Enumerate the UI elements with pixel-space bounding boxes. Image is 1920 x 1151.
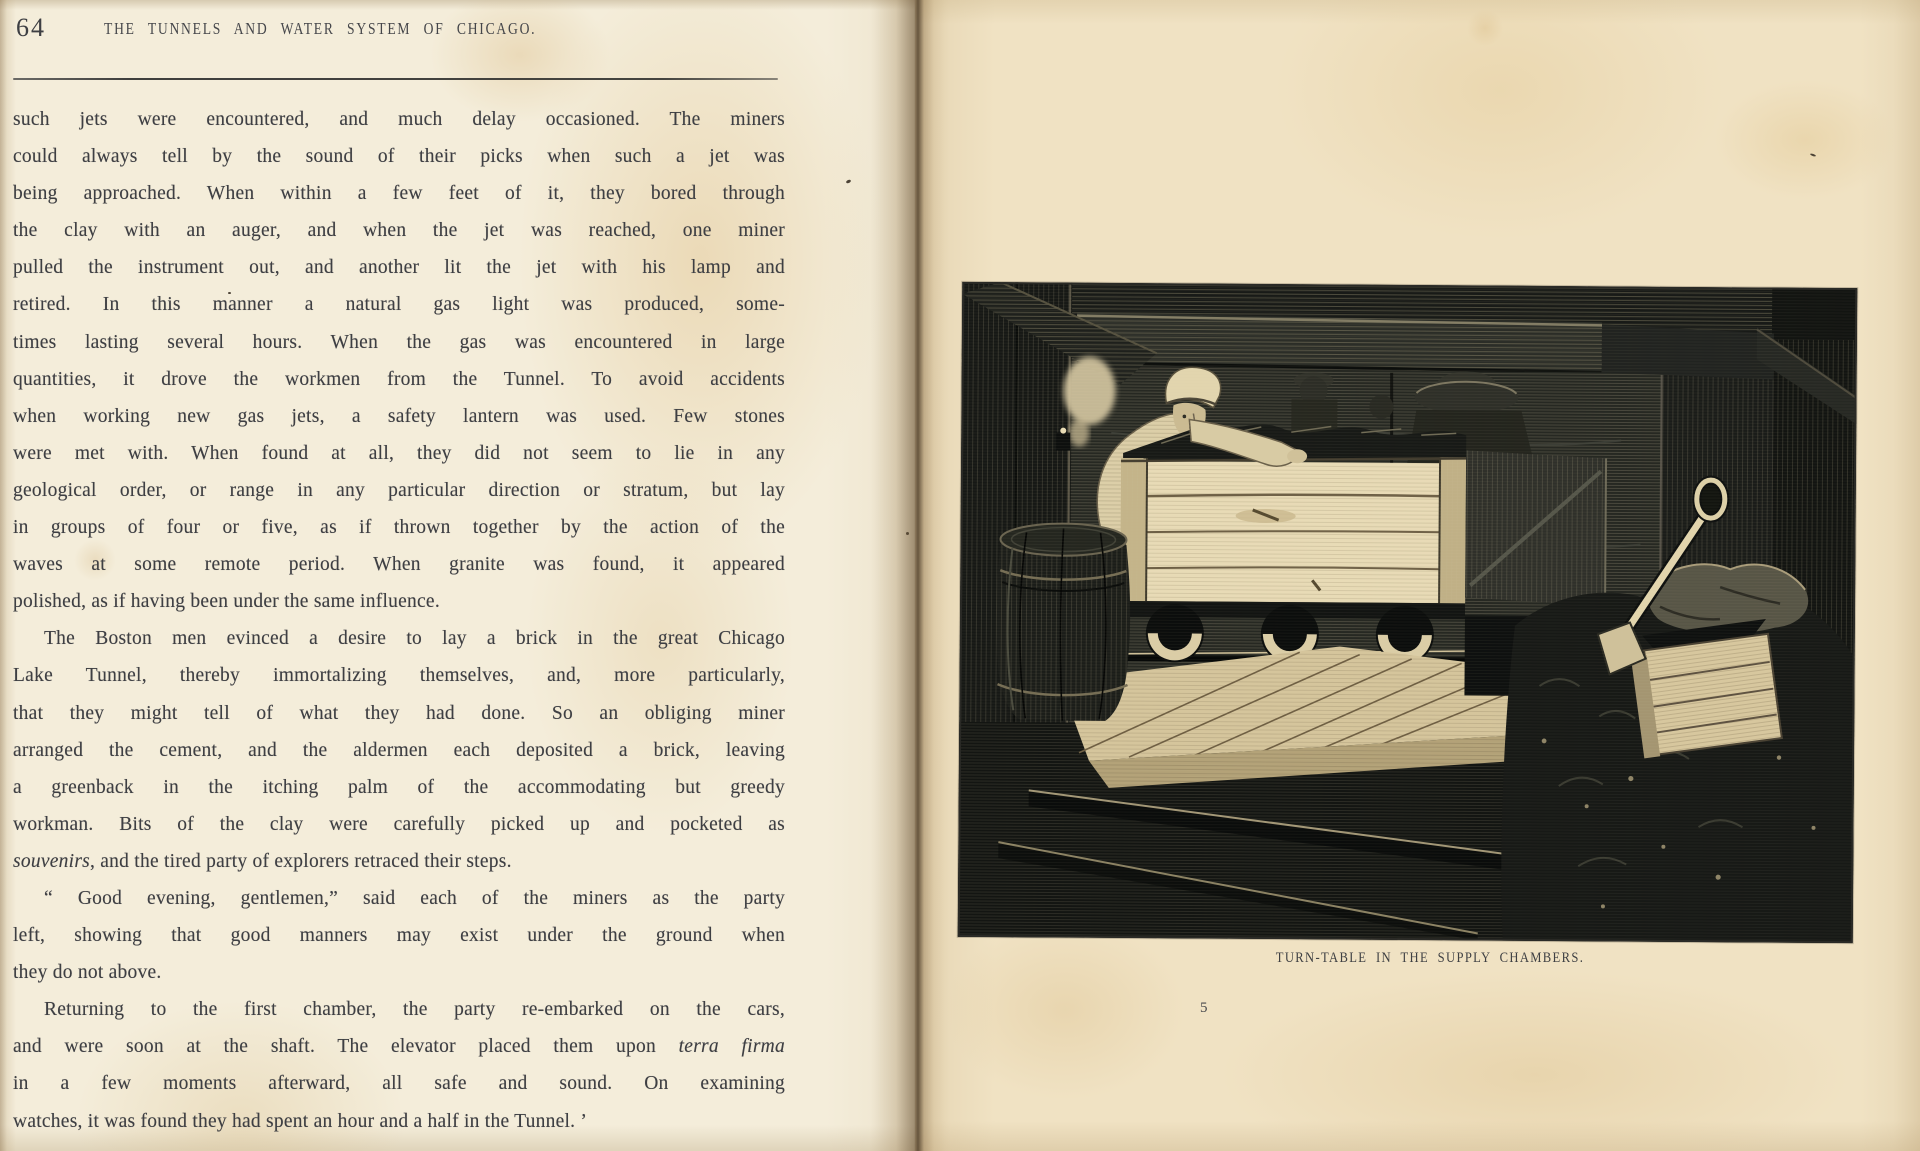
text-line: quantities, it drove the workmen from the Tunnel. To avoid accidents <box>13 368 785 390</box>
text-line: Lake Tunnel, thereby immortalizing themselves, and, more particularly, <box>13 665 785 687</box>
body-text <box>13 101 785 1140</box>
engraving-turn-table <box>958 282 1858 943</box>
text-line: polished, as if having been under the same influence. <box>13 591 440 613</box>
right-page <box>915 0 1920 1151</box>
text-line: waves at some remote period. When granite was found, it appeared <box>13 554 785 576</box>
paper-speck <box>846 179 852 184</box>
text-line: Returning to the first chamber, the party re-embarked on the cars, <box>44 999 785 1021</box>
text-line: watches, it was found they had spent an hour and a half in the Tunnel. ’ <box>13 1110 588 1132</box>
text-line: such jets were encountered, and much delay occasioned. The miners <box>13 109 785 130</box>
text-line: The Boston men evinced a desire to lay a brick in the great Chicago <box>44 628 785 650</box>
paper-speck <box>228 292 231 294</box>
text-line: arranged the cement, and the aldermen each deposited a brick, leaving <box>13 739 785 761</box>
paper-speck <box>1810 153 1816 157</box>
text-line: geological order, or range in any particular direction or stratum, but lay <box>13 479 785 501</box>
left-page <box>0 0 915 1151</box>
text-line: and were soon at the shaft. The elevator placed them upon terra firma <box>13 1036 786 1058</box>
running-title: THE TUNNELS AND WATER SYSTEM OF CHICAGO. <box>104 19 537 38</box>
paper-speck <box>906 532 909 535</box>
text-line: the clay with an auger, and when the jet was reached, one miner <box>13 220 785 242</box>
text-line: retired. In this manner a natural gas light was produced, some- <box>13 294 785 316</box>
illustration-caption: TURN-TABLE IN THE SUPPLY CHAMBERS. <box>1275 950 1585 966</box>
text-line: could always tell by the sound of their picks when such a jet was <box>13 146 785 168</box>
signature-mark: 5 <box>1200 1000 1208 1016</box>
text-line: pulled the instrument out, and another lit the jet with his lamp and <box>13 257 785 279</box>
text-line: times lasting several hours. When the gas was encountered in large <box>13 331 785 353</box>
text-line: workman. Bits of the clay were carefully picked up and pocketed as <box>13 813 785 835</box>
header-rule <box>13 78 778 80</box>
engraving-image <box>958 282 1858 943</box>
text-line: “ Good evening, gentlemen,” said each of the miners as the party <box>44 887 785 909</box>
text-line: a greenback in the itching palm of the accommodating but greedy <box>13 776 785 798</box>
text-line: that they might tell of what they had done. So an obliging miner <box>13 702 785 724</box>
text-line: when working new gas jets, a safety lantern was used. Few stones <box>13 405 785 427</box>
text-line: being approached. When within a few feet of it, they bored through <box>13 183 785 205</box>
text-line: left, showing that good manners may exist under the ground when <box>13 925 785 947</box>
page-number: 64 <box>16 13 46 42</box>
text-line: in a few moments afterward, all safe and sound. On examining <box>13 1073 785 1095</box>
text-line: souvenirs, and the tired party of explorers retraced their steps. <box>13 850 512 872</box>
text-line: were met with. When found at all, they did not seem to lie in any <box>13 442 785 464</box>
text-line: they do not above. <box>13 962 162 984</box>
text-line: in groups of four or five, as if thrown together by the action of the <box>13 517 785 539</box>
